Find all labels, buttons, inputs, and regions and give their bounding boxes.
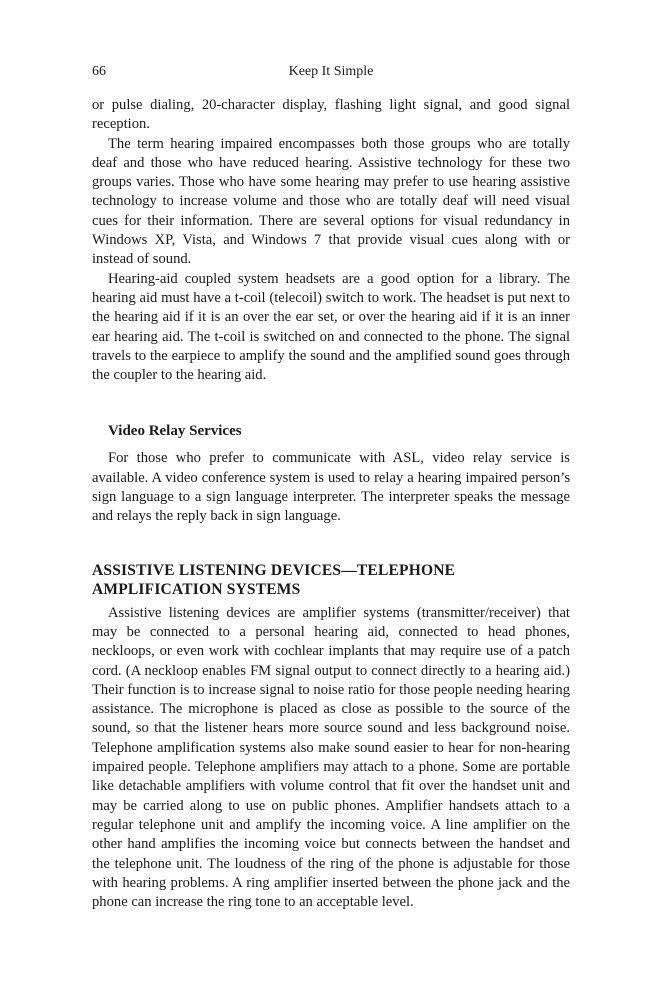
paragraph-continued: or pulse dialing, 20-character display, flashing light signal, and good signal reception. <box>92 97 570 133</box>
page-number: 66 <box>92 64 106 79</box>
paragraph-headsets: Hearing-aid coupled system headsets are a good option for a library. The hearing aid must have a t-coil (telecoil) switch to work. The headset is put next to the hearing aid if it is an over the ear set, or over the hearing aid if it is an inner ear hearing aid. The t-coil is switched on and connected to the phone. The signal travels to the earpiece to amplify the sound and the amplified sound goes through the coupler to the hearing aid. <box>92 270 570 384</box>
paragraph-video-relay: For those who prefer to communicate with ASL, video relay service is available. A video conference system is used to relay a hearing impaired person’s sign language to a sign language interpreter. The interpreter speaks the message and relays the reply back in sign language. <box>92 450 570 525</box>
running-head <box>92 62 570 82</box>
subheading-video-relay: Video Relay Services <box>108 423 242 440</box>
body-text <box>92 96 570 912</box>
paragraph-assistive-listening: Assistive listening devices are amplifier systems (transmitter/receiver) that may be connected to a personal hearing aid, connected to head phones, neckloops, or even work with cochlear implants that may require use of a patch cord. (A neckloop enables FM signal output to connect directly to a hearing aid.) Their function is to increase signal to noise ratio for those people needing hearing assistance. The microphone is placed as close as possible to the source of the sound, so that the listener hears more source sound and less background noise. Telephone amplification systems also make sound easier to hear for non-hearing impaired people. Telephone amplifiers may attach to a phone. Some are portable like detachable amplifiers with volume control that fit over the handset unit and may be carried along to use on public phones. Amplifier handsets attach to a regular telephone unit and amplify the incoming voice. A line amplifier on the other hand amplifies the incoming voice but connects between the handset and the telephone unit. The loudness of the ring of the phone is adjustable for those with hearing problems. A ring amplifier inserted between the phone jack and the phone can increase the ring tone to an acceptable level. <box>92 604 570 911</box>
running-title: Keep It Simple <box>288 64 374 79</box>
section-heading-assistive-listening: ASSISTIVE LISTENING DEVICES—TELEPHONE AMPLIFICATION SYSTEMS <box>92 561 456 598</box>
paragraph-hearing-impaired: The term hearing impaired encompasses both those groups who are totally deaf and those who have reduced hearing. Assistive technology for these two groups varies. Those who have some hearing may prefer to use hearing assistive technology to increase volume and those who are totally deaf will need visual cues for their information. There are several options for visual redundancy in Windows XP, Vista, and Windows 7 that provide visual cues along with or instead of sound. <box>92 135 570 268</box>
